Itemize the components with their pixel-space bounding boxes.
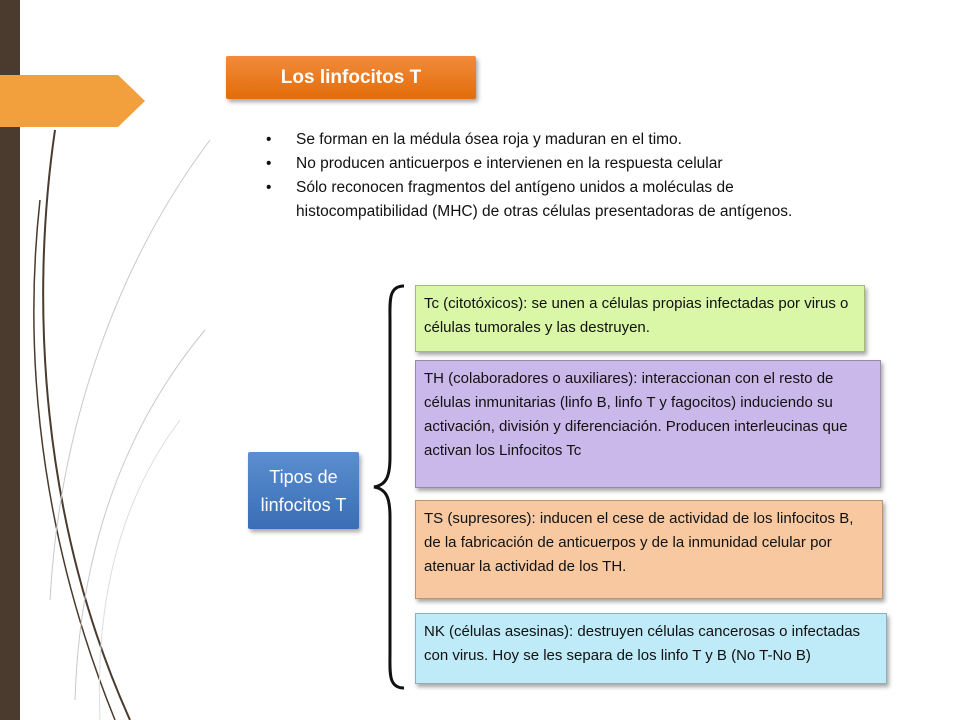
ts-supresores-box bbox=[415, 500, 883, 599]
nk-text: NK (células asesinas): destruyen células cancerosas o infectadas con virus. Hoy se les separa de los linfo T y B (No T-No B) bbox=[424, 623, 861, 664]
bullet-item: • Sólo reconocen fragmentos del antígeno unidos a moléculas de histocompatibilidad (MHC) de otras células presentadoras de antígenos. bbox=[266, 176, 866, 224]
bullet-list bbox=[266, 128, 866, 224]
title-banner bbox=[226, 56, 476, 99]
tipos-linfocitos-box bbox=[248, 452, 359, 529]
nk-asesinas-box bbox=[415, 613, 887, 684]
th-text: TH (colaboradores o auxiliares): interaccionan con el resto de células inmunitarias (linfo B, linfo T y fagocitos) induciendo su activación, división y diferenciación. Producen interleucinas que activan los Linfocitos Tc bbox=[424, 370, 848, 459]
title-text: Los linfocitos T bbox=[280, 66, 422, 88]
orange-arrow-shape bbox=[0, 75, 145, 127]
bullet-item: • No producen anticuerpos e intervienen en la respuesta celular bbox=[266, 152, 866, 176]
curly-brace bbox=[368, 282, 408, 692]
tc-text: Tc (citotóxicos): se unen a células propias infectadas por virus o células tumorales y las destruyen. bbox=[424, 295, 849, 336]
bullet-item: • Se forman en la médula ósea roja y maduran en el timo. bbox=[266, 128, 866, 152]
tc-citotoxicos-box bbox=[415, 285, 865, 352]
ts-text: TS (supresores): inducen el cese de actividad de los linfocitos B, de la fabricación de anticuerpos y de la inmunidad celular por atenuar la actividad de los TH. bbox=[424, 510, 854, 575]
th-colaboradores-box bbox=[415, 360, 881, 488]
tipos-label: Tipos de linfocitos T bbox=[260, 466, 347, 515]
